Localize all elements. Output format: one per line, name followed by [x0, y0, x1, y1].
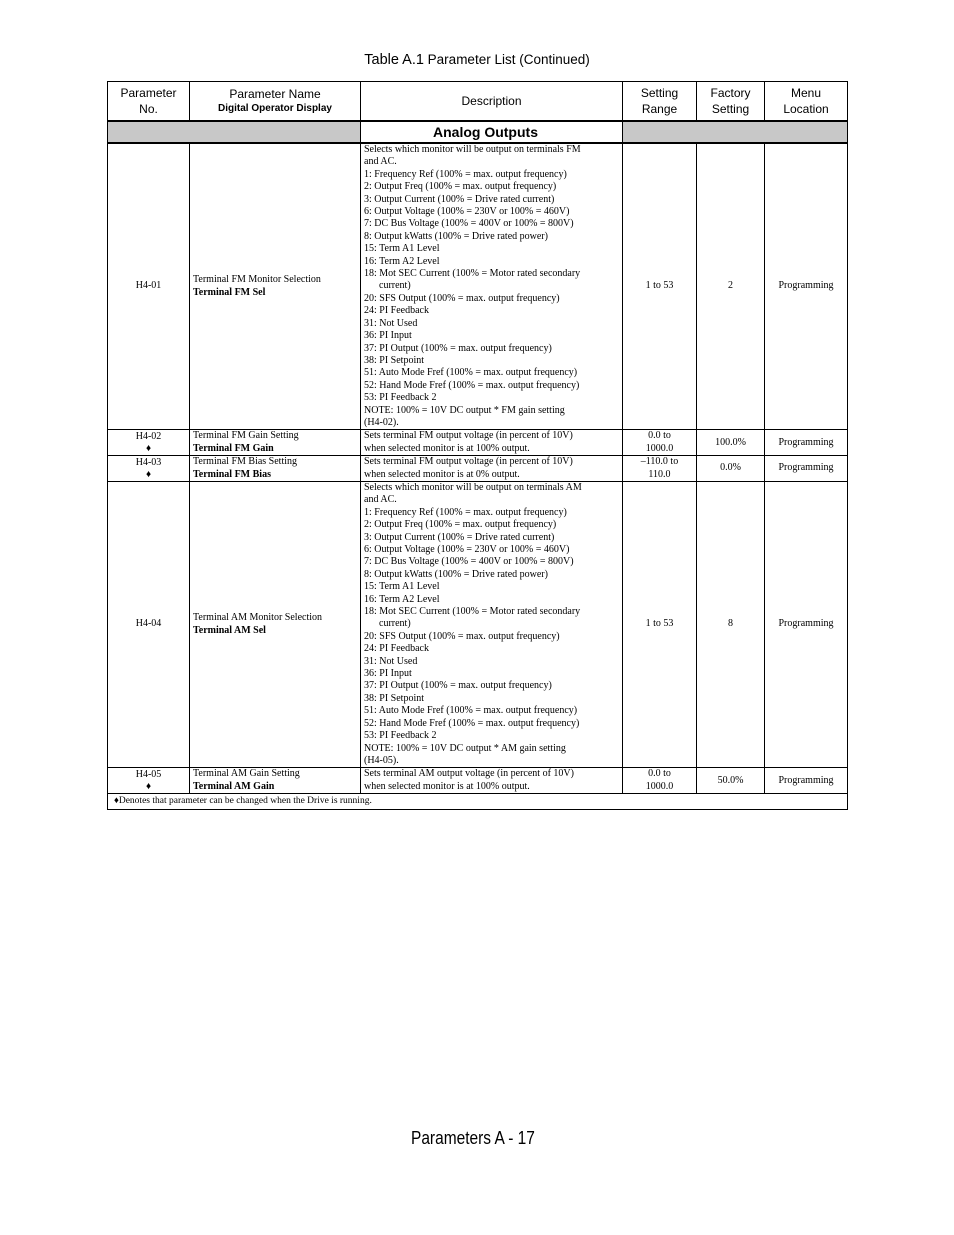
- description-line: 8: Output kWatts (100% = Drive rated power): [364, 230, 548, 242]
- param-name-cell: [190, 481, 361, 767]
- param-no: H4-03: [135, 456, 162, 468]
- description-line: 52: Hand Mode Fref (100% = max. output frequency): [364, 379, 580, 391]
- description-line: 15: Term A1 Level: [364, 581, 440, 593]
- header-param-name-label: Parameter Name: [229, 87, 321, 101]
- description-line: 7: DC Bus Voltage (100% = 400V or 100% = 800V): [364, 218, 574, 230]
- factory-setting: 8: [697, 481, 765, 767]
- description-line: 51: Auto Mode Fref (100% = max. output frequency): [364, 705, 578, 717]
- menu-location: Programming: [765, 481, 848, 767]
- menu-location: Programming: [765, 456, 848, 482]
- param-display-name: Terminal AM Sel: [193, 624, 266, 636]
- param-no-cell: [108, 768, 190, 794]
- header-param-no: Parameter No.: [108, 82, 190, 122]
- table-row: [108, 768, 848, 794]
- param-name: Terminal FM Gain Setting: [193, 430, 299, 442]
- parameter-table: [107, 81, 848, 810]
- description-line: 37: PI Output (100% = max. output frequency): [364, 342, 552, 354]
- param-description: [361, 143, 623, 430]
- header-menu-location: Menu Location: [765, 82, 848, 122]
- param-name: Terminal FM Bias Setting: [193, 456, 298, 468]
- factory-setting: 50.0%: [697, 768, 765, 794]
- setting-range: 1 to 53: [623, 481, 697, 767]
- setting-range: 1 to 53: [623, 143, 697, 430]
- description-line: 16: Term A2 Level: [364, 255, 440, 267]
- description-line: 20: SFS Output (100% = max. output frequency): [364, 630, 560, 642]
- description-line: 3: Output Current (100% = Drive rated current): [364, 193, 555, 205]
- table-row: [108, 430, 848, 456]
- run-change-diamond-icon: ♦: [145, 443, 152, 455]
- footnote-row: [108, 794, 848, 810]
- param-no: H4-04: [135, 618, 162, 630]
- section-row: [108, 121, 848, 143]
- menu-location: Programming: [765, 430, 848, 456]
- menu-location: Programming: [765, 143, 848, 430]
- description-line: 36: PI Input: [364, 330, 412, 342]
- param-display-name: Terminal FM Gain: [193, 442, 274, 454]
- description-line: 51: Auto Mode Fref (100% = max. output frequency): [364, 367, 578, 379]
- header-row: [108, 82, 848, 122]
- description-line: 18: Mot SEC Current (100% = Motor rated secondary: [364, 268, 581, 280]
- header-setting-range: Setting Range: [623, 82, 697, 122]
- table-row: [108, 143, 848, 430]
- param-display-name: Terminal AM Gain: [193, 780, 275, 792]
- description-line: 18: Mot SEC Current (100% = Motor rated secondary: [364, 606, 581, 618]
- param-no-cell: [108, 430, 190, 456]
- description-line: 20: SFS Output (100% = max. output frequency): [364, 292, 560, 304]
- page-footer: Parameters A - 17: [411, 1128, 535, 1148]
- param-no: H4-01: [135, 280, 162, 292]
- description-line: 7: DC Bus Voltage (100% = 400V or 100% = 800V): [364, 556, 574, 568]
- description-line: 6: Output Voltage (100% = 230V or 100% = 460V): [364, 544, 570, 555]
- param-description: [361, 430, 623, 456]
- description-line: 24: PI Feedback: [364, 305, 429, 317]
- param-no-cell: [108, 143, 190, 430]
- description-line: Sets terminal FM output voltage (in percent of 10V): [364, 456, 573, 468]
- description-line: NOTE: 100% = 10V DC output * AM gain setting: [364, 742, 566, 754]
- description-line: 2: Output Freq (100% = max. output frequency): [364, 519, 557, 531]
- description-line: 24: PI Feedback: [364, 643, 429, 655]
- description-line: 8: Output kWatts (100% = Drive rated power): [364, 568, 548, 580]
- header-param-name-sub: Digital Operator Display: [218, 103, 332, 114]
- factory-setting: 100.0%: [697, 430, 765, 456]
- table-title-text: Parameter List (Continued): [423, 52, 590, 67]
- menu-location: Programming: [765, 768, 848, 794]
- description-line: and AC.: [364, 156, 397, 168]
- param-name: Terminal AM Gain Setting: [193, 768, 300, 780]
- description-line: Sets terminal AM output voltage (in percent of 10V): [364, 768, 574, 780]
- description-line: (H4-05).: [364, 754, 399, 766]
- param-name: Terminal FM Monitor Selection: [193, 274, 321, 286]
- header-param-name: [190, 82, 361, 122]
- param-no-cell: [108, 481, 190, 767]
- run-change-diamond-icon: ♦: [145, 781, 152, 793]
- description-line: 31: Not Used: [364, 317, 418, 329]
- table-row: [108, 481, 848, 767]
- description-line: current): [379, 280, 411, 292]
- table-title-prefix: Table A.1: [364, 52, 424, 68]
- description-line: 37: PI Output (100% = max. output frequency): [364, 680, 552, 692]
- description-line: 6: Output Voltage (100% = 230V or 100% = 460V): [364, 206, 570, 218]
- table-title: [0, 52, 954, 68]
- factory-setting: 0.0%: [697, 456, 765, 482]
- description-line: Selects which monitor will be output on terminals FM: [364, 144, 581, 155]
- setting-range: –110.0 to 110.0: [623, 456, 697, 482]
- param-name-cell: [190, 456, 361, 482]
- param-name-cell: [190, 430, 361, 456]
- description-line: Sets terminal FM output voltage (in percent of 10V): [364, 430, 573, 442]
- section-gray-right: [623, 121, 848, 143]
- param-description: [361, 456, 623, 482]
- description-line: Selects which monitor will be output on terminals AM: [364, 481, 582, 493]
- run-change-diamond-icon: ♦: [145, 469, 152, 481]
- footnote: ♦Denotes that parameter can be changed when the Drive is running.: [108, 794, 848, 810]
- description-line: when selected monitor is at 100% output.: [364, 780, 530, 792]
- description-line: 52: Hand Mode Fref (100% = max. output frequency): [364, 717, 580, 729]
- description-line: 36: PI Input: [364, 668, 412, 680]
- description-line: 16: Term A2 Level: [364, 593, 440, 605]
- section-title: Analog Outputs: [361, 121, 623, 143]
- param-name: Terminal AM Monitor Selection: [193, 612, 323, 624]
- description-line: current): [379, 618, 411, 630]
- param-name-cell: [190, 768, 361, 794]
- setting-range: 0.0 to 1000.0: [623, 768, 697, 794]
- description-line: 15: Term A1 Level: [364, 243, 440, 255]
- table-row: [108, 456, 848, 482]
- description-line: 38: PI Setpoint: [364, 354, 425, 366]
- description-line: 3: Output Current (100% = Drive rated current): [364, 531, 555, 543]
- param-description: [361, 481, 623, 767]
- param-no: H4-05: [135, 769, 162, 781]
- param-display-name: Terminal FM Bias: [193, 468, 271, 480]
- description-line: when selected monitor is at 100% output.: [364, 442, 530, 454]
- param-description: [361, 768, 623, 794]
- factory-setting: 2: [697, 143, 765, 430]
- header-description: Description: [361, 82, 623, 122]
- param-name-cell: [190, 143, 361, 430]
- param-no-cell: [108, 456, 190, 482]
- description-line: 2: Output Freq (100% = max. output frequency): [364, 181, 557, 193]
- description-line: 1: Frequency Ref (100% = max. output frequency): [364, 506, 567, 518]
- section-gray-left: [108, 121, 361, 143]
- description-line: and AC.: [364, 494, 397, 506]
- description-line: (H4-02).: [364, 416, 399, 428]
- header-factory-setting: Factory Setting: [697, 82, 765, 122]
- param-display-name: Terminal FM Sel: [193, 286, 266, 298]
- description-line: 38: PI Setpoint: [364, 692, 425, 704]
- description-line: 53: PI Feedback 2: [364, 392, 437, 404]
- description-line: 53: PI Feedback 2: [364, 730, 437, 742]
- setting-range: 0.0 to 1000.0: [623, 430, 697, 456]
- description-line: NOTE: 100% = 10V DC output * FM gain setting: [364, 404, 565, 416]
- description-line: 1: Frequency Ref (100% = max. output frequency): [364, 168, 567, 180]
- description-line: when selected monitor is at 0% output.: [364, 468, 520, 480]
- param-no: H4-02: [135, 431, 162, 443]
- description-line: 31: Not Used: [364, 655, 418, 667]
